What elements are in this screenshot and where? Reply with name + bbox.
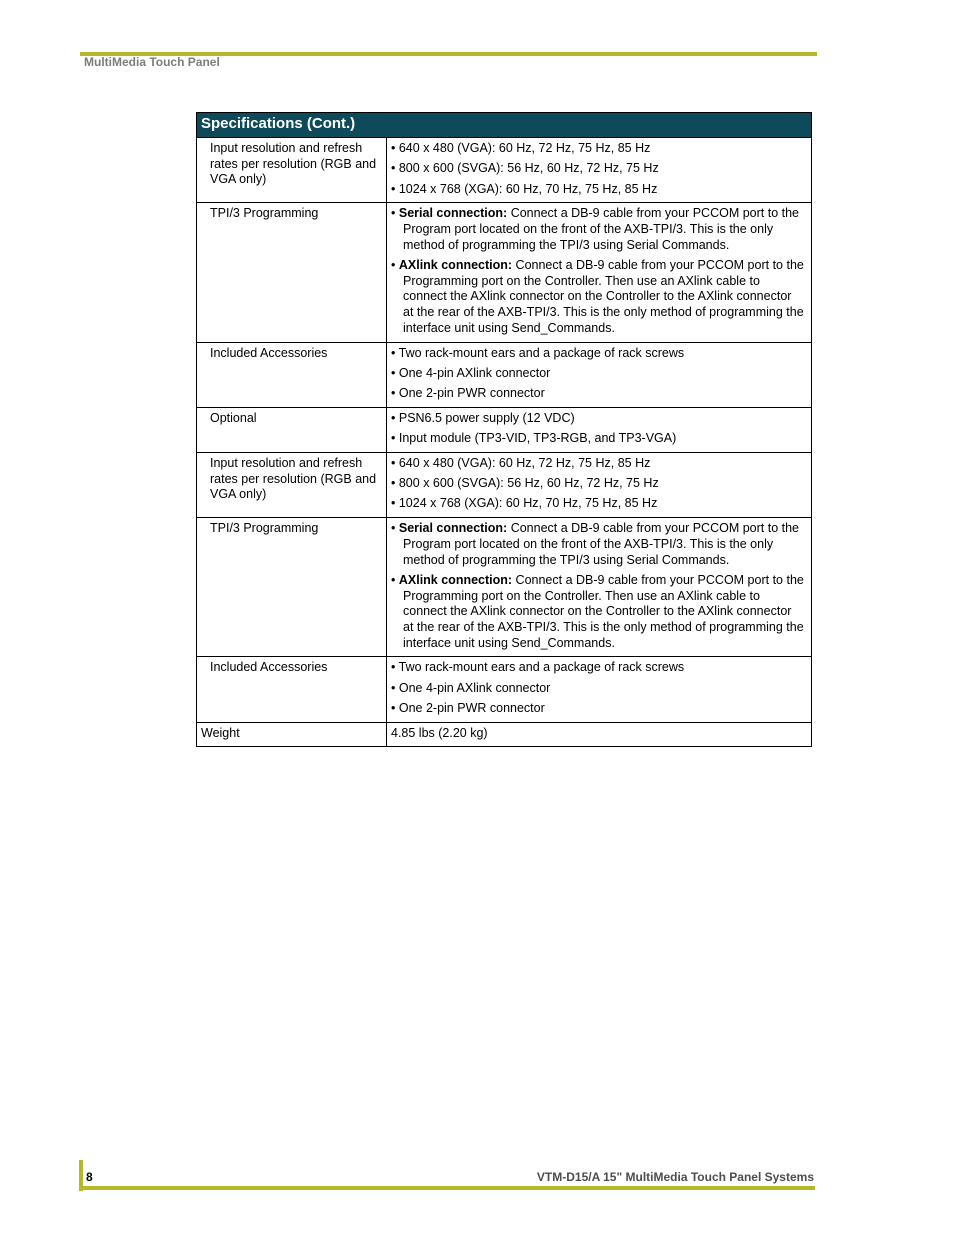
spec-label: Included Accessories <box>197 342 387 407</box>
list-item <box>391 431 805 447</box>
item-text: 1024 x 768 (XGA): 60 Hz, 70 Hz, 75 Hz, 85 Hz <box>398 496 658 511</box>
bullet-icon: • <box>391 181 399 196</box>
bullet-icon: • <box>391 431 399 446</box>
list-item <box>391 660 805 676</box>
table-row <box>197 407 812 452</box>
bullet-icon: • <box>391 410 399 425</box>
spec-label: TPI/3 Programming <box>197 518 387 657</box>
table-header-row <box>197 113 812 138</box>
bullet-icon: • <box>391 700 399 715</box>
list-item <box>391 141 805 157</box>
item-text: 800 x 600 (SVGA): 56 Hz, 60 Hz, 72 Hz, 75 Hz <box>398 161 659 176</box>
list-item <box>391 681 805 697</box>
list-item <box>391 386 805 402</box>
spec-label: Optional <box>197 407 387 452</box>
spec-values <box>387 138 812 203</box>
list-item <box>391 456 805 472</box>
weight-label: Weight <box>197 722 387 747</box>
bullet-icon: • <box>391 206 399 221</box>
specifications-table <box>196 112 812 747</box>
bullet-icon: • <box>391 572 399 587</box>
list-item <box>391 258 805 337</box>
list-item <box>391 573 805 652</box>
list-item <box>391 476 805 492</box>
item-lead: Serial connection: <box>398 206 508 221</box>
page-number: 8 <box>86 1170 93 1184</box>
bullet-icon: • <box>391 141 399 155</box>
list-item <box>391 411 805 427</box>
item-lead: AXlink connection: <box>398 572 513 587</box>
bullet-icon: • <box>391 161 399 176</box>
bullet-icon: • <box>391 660 399 675</box>
footer-title: VTM-D15/A 15" MultiMedia Touch Panel Systems <box>536 1170 814 1184</box>
spec-label: Included Accessories <box>197 657 387 722</box>
bullet-icon: • <box>391 345 399 360</box>
list-item <box>391 701 805 717</box>
table-row <box>197 452 812 517</box>
spec-values <box>387 657 812 722</box>
bullet-icon: • <box>391 496 399 511</box>
item-text: Input module (TP3-VID, TP3-RGB, and TP3-VGA) <box>398 431 677 446</box>
list-item <box>391 366 805 382</box>
bullet-icon: • <box>391 365 399 380</box>
item-text: One 2-pin PWR connector <box>398 386 545 401</box>
table-row <box>197 342 812 407</box>
bullet-icon: • <box>391 386 399 401</box>
bullet-icon: • <box>391 680 399 695</box>
list-item <box>391 161 805 177</box>
bullet-icon: • <box>391 455 399 470</box>
item-text: Connect a DB-9 cable from your PCCOM port to the Programming port on the Controller. Then use an AXlink cable to connect the AXlink connector on the Controller to the AXlink connector at the rear of the AXB-TPI/3. This is the only method of programming the interface unit using Send_Commands. <box>403 258 804 335</box>
item-text: 640 x 480 (VGA): 60 Hz, 72 Hz, 75 Hz, 85 Hz <box>398 141 651 155</box>
spec-values <box>387 452 812 517</box>
spec-label: TPI/3 Programming <box>197 203 387 342</box>
spec-values <box>387 203 812 342</box>
weight-value: 4.85 lbs (2.20 kg) <box>387 722 812 747</box>
item-text: PSN6.5 power supply (12 VDC) <box>398 410 575 425</box>
item-lead: AXlink connection: <box>398 258 513 272</box>
running-header: MultiMedia Touch Panel <box>84 55 220 69</box>
spec-values <box>387 407 812 452</box>
list-item <box>391 182 805 198</box>
item-text: Connect a DB-9 cable from your PCCOM port to the Programming port on the Controller. Then use an AXlink cable to connect the AXlink connector on the Controller to the AXlink connector at the rear of the AXB-TPI/3. This is the only method of programming the interface unit using Send_Commands. <box>403 572 804 650</box>
list-item <box>391 346 805 362</box>
table-row <box>197 722 812 747</box>
list-item <box>391 521 805 568</box>
list-item <box>391 496 805 512</box>
item-text: One 4-pin AXlink connector <box>398 680 551 695</box>
table-row <box>197 203 812 342</box>
table-row <box>197 518 812 657</box>
bullet-icon: • <box>391 521 399 536</box>
item-text: 800 x 600 (SVGA): 56 Hz, 60 Hz, 72 Hz, 75 Hz <box>398 476 659 491</box>
item-text: One 2-pin PWR connector <box>398 700 545 715</box>
bullet-icon: • <box>391 476 399 491</box>
spec-label: Input resolution and refresh rates per resolution (RGB and VGA only) <box>197 138 387 203</box>
table-row <box>197 138 812 203</box>
spec-values <box>387 518 812 657</box>
item-text: 640 x 480 (VGA): 60 Hz, 72 Hz, 75 Hz, 85 Hz <box>398 455 651 470</box>
table-row <box>197 657 812 722</box>
item-text: Two rack-mount ears and a package of rack screws <box>398 660 685 675</box>
item-text: Connect a DB-9 cable from your PCCOM port to the Program port located on the front of the AXB-TPI/3. This is the only method of programming the TPI/3 using Serial Commands. <box>403 521 800 567</box>
footer-rule <box>79 1186 815 1190</box>
table-heading: Specifications (Cont.) <box>197 113 812 138</box>
item-lead: Serial connection: <box>398 521 508 536</box>
spec-values <box>387 342 812 407</box>
item-text: Two rack-mount ears and a package of rack screws <box>398 345 685 360</box>
item-text: One 4-pin AXlink connector <box>398 365 551 380</box>
item-text: 1024 x 768 (XGA): 60 Hz, 70 Hz, 75 Hz, 85 Hz <box>398 181 658 196</box>
list-item <box>391 206 805 253</box>
bullet-icon: • <box>391 258 399 272</box>
item-text: Connect a DB-9 cable from your PCCOM port to the Program port located on the front of the AXB-TPI/3. This is the only method of programming the TPI/3 using Serial Commands. <box>403 206 800 252</box>
spec-label: Input resolution and refresh rates per resolution (RGB and VGA only) <box>197 452 387 517</box>
